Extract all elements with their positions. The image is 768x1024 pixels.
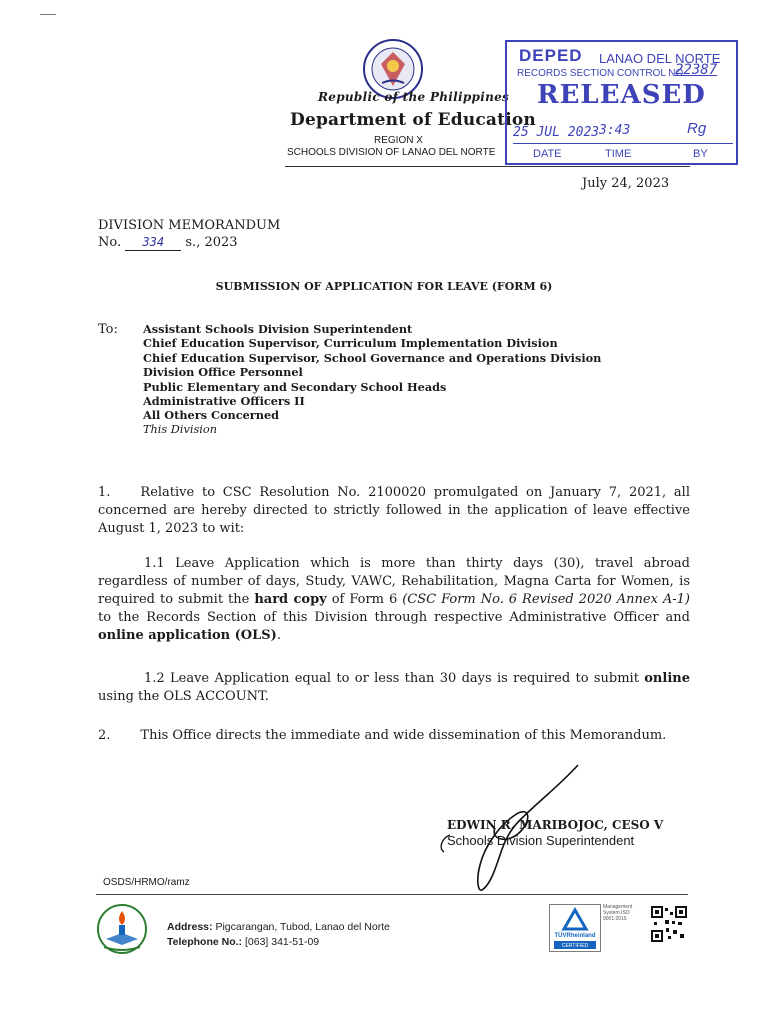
scan-mark [40,14,56,15]
stamp-records-label: RECORDS SECTION CONTROL NO. [517,68,687,79]
paragraph-1-number: 1. [98,485,111,500]
stamp-time-label: TIME [605,148,632,160]
recipient-item: Public Elementary and Secondary School Heads [143,379,447,394]
reference-initials: OSDS/HRMO/ramz [103,877,190,888]
division-logo-icon [96,903,148,955]
header-divider [285,166,690,167]
republic-line: Republic of the Philippines [318,90,510,104]
paragraph-1-1-text: to the Records Section of this Division through respective Administrative Officer and [98,610,690,625]
memo-series: s., 2023 [185,235,238,250]
stamp-agency: DEPED [519,46,583,65]
signatory-name: EDWIN R. MARIBOJOC, CESO V [447,818,664,832]
recipient-item: Administrative Officers II [143,394,305,409]
telephone-label: Telephone No.: [167,936,243,948]
address-line [167,920,390,935]
paragraph-1-1 [98,555,690,645]
to-label: To: [98,322,118,337]
footer-contact [167,920,390,950]
hard-copy-emphasis: hard copy [254,592,327,607]
telephone-value: [063] 341-51-09 [244,936,320,948]
memo-type: DIVISION MEMORANDUM [98,218,281,233]
recipient-item: All Others Concerned [143,408,280,423]
tuv-certification-badge-icon [549,904,601,952]
stamp-time-value: 3:43 [599,123,631,138]
memo-number-line [98,234,280,251]
stamp-date-value: 25 JUL 2023 [513,125,600,140]
paragraph-1-2-text: using the OLS ACCOUNT. [98,689,269,704]
online-application-emphasis: online application (OLS) [98,628,277,643]
telephone-line [167,935,390,950]
address-label: Address: [167,921,213,933]
qr-code-icon [651,906,687,942]
released-stamp [505,40,738,165]
memo-date: July 24, 2023 [582,176,670,191]
cert-description: Management System ISO 9001:2015 [603,904,633,922]
address-value: Pigcarangan, Tubod, Lanao del Norte [215,921,390,933]
paragraph-1-2 [98,670,690,706]
csc-form-reference: (CSC Form No. 6 Revised 2020 Annex A-1) [402,592,690,607]
recipient-list [143,322,601,437]
stamp-initials: Rg [687,120,707,137]
region-line: REGION X [374,135,423,146]
cert-status: CERTIFIED [561,943,589,949]
division-line: SCHOOLS DIVISION OF LANAO DEL NORTE [287,147,496,158]
stamp-by-label: BY [693,148,708,160]
stamp-status: RELEASED [537,80,706,110]
stamp-province: LANAO DEL NORTE [599,51,721,66]
paragraph-2-text: This Office directs the immediate and wide dissemination of this Memorandum. [140,728,667,743]
memo-no-label: No. [98,235,122,250]
paragraph-2-number: 2. [98,728,111,743]
paragraph-2 [98,727,690,745]
recipient-item: Division Office Personnel [143,365,303,380]
stamp-rule [513,143,733,144]
footer-divider [96,894,688,895]
paragraph-1-1-text: . [276,628,281,643]
stamp-date-label: DATE [533,148,562,160]
signatory-title: Schools Division Superintendent [447,833,635,848]
online-emphasis: online [644,671,690,686]
paragraph-1 [98,484,690,538]
recipient-location: This Division [143,422,217,436]
cert-body-name: TÜVRheinland [554,933,596,939]
stamp-control-number: 22387 [675,62,718,78]
memo-heading [98,218,280,251]
department-name: Department of Education [290,110,536,130]
recipient-item: Chief Education Supervisor, Curriculum Implementation Division [143,336,558,351]
recipient-item: Chief Education Supervisor, School Governance and Operations Division [143,350,602,365]
paragraph-1-1-text: 1.1 Leave Application which is more than thirty days (30), travel abroad regardless of number of days, Study, VAWC, Rehabilitation, Magna Carta for Women, is required to submit the [98,556,690,607]
memo-number: 334 [125,234,181,251]
memo-subject: SUBMISSION OF APPLICATION FOR LEAVE (FORM 6) [215,280,553,293]
paragraph-1-text: Relative to CSC Resolution No. 2100020 promulgated on January 7, 2021, all concerned are hereby directed to strictly followed in the application of leave effective August 1, 2023 to wit: [98,485,690,536]
paragraph-1-2-text: 1.2 Leave Application equal to or less than 30 days is required to submit [144,671,645,686]
recipient-item: Assistant Schools Division Superintendent [143,322,413,336]
paragraph-1-1-text: of Form 6 [326,592,403,607]
